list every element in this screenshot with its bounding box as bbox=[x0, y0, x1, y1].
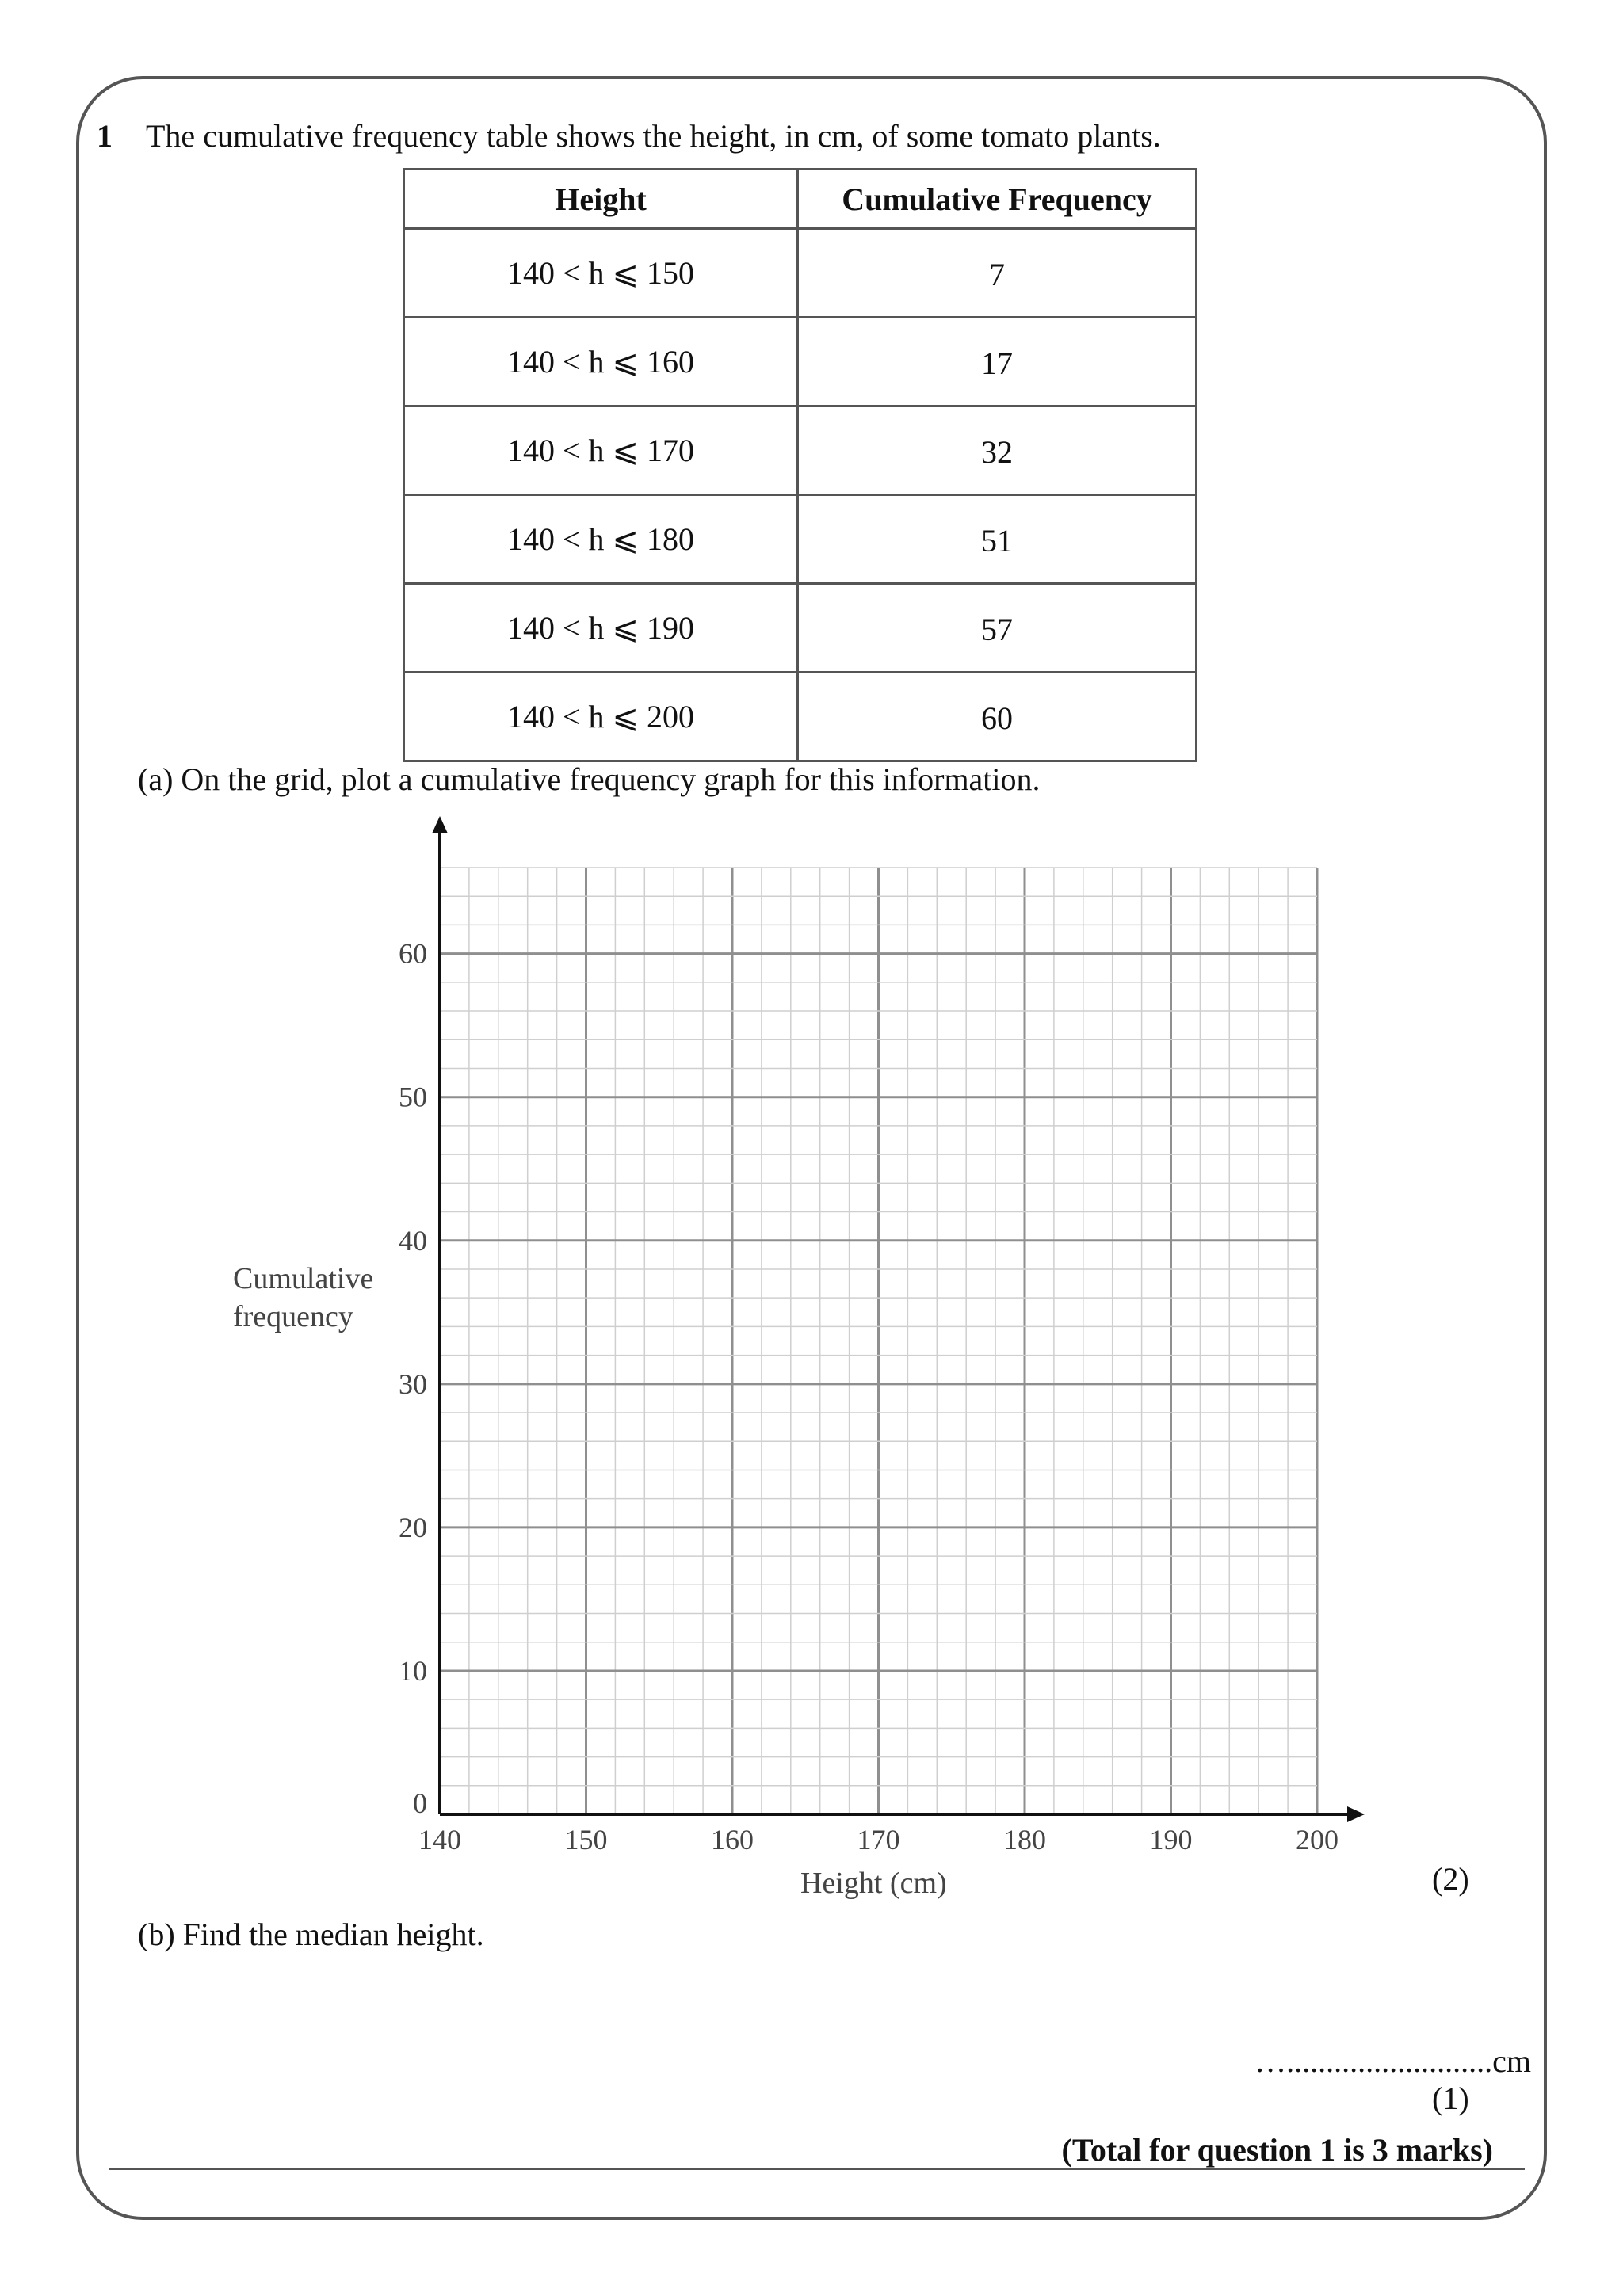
height-cell: 140 < h ⩽ 170 bbox=[404, 406, 798, 495]
x-tick-label: 140 bbox=[418, 1824, 461, 1855]
cf-cell: 32 bbox=[798, 406, 1197, 495]
grid-lines bbox=[440, 868, 1317, 1814]
x-tick-label: 200 bbox=[1296, 1824, 1338, 1855]
height-cell: 140 < h ⩽ 160 bbox=[404, 318, 798, 406]
y-axis-label-line1: Cumulative bbox=[233, 1262, 374, 1295]
cf-cell: 57 bbox=[798, 584, 1197, 673]
y-tick-label: 20 bbox=[399, 1511, 427, 1543]
y-tick-label: 0 bbox=[413, 1787, 427, 1819]
part-b-instruction: (b) Find the median height. bbox=[138, 1917, 484, 1952]
y-tick-label: 30 bbox=[399, 1367, 427, 1400]
part-a-marks: (2) bbox=[1432, 1861, 1469, 1897]
y-tick-label: 50 bbox=[399, 1081, 427, 1113]
y-axis-label bbox=[233, 1260, 373, 1336]
x-tick-label: 160 bbox=[711, 1824, 754, 1855]
height-cell: 140 < h ⩽ 180 bbox=[404, 495, 798, 584]
x-tick-label: 170 bbox=[857, 1824, 900, 1855]
part-b-marks: (1) bbox=[1432, 2081, 1469, 2116]
divider-line bbox=[109, 2168, 1525, 2170]
part-a-instruction: (a) On the grid, plot a cumulative frequency graph for this information. bbox=[138, 761, 1041, 797]
x-tick-label: 180 bbox=[1003, 1824, 1046, 1855]
height-cell: 140 < h ⩽ 150 bbox=[404, 229, 798, 318]
total-marks: (Total for question 1 is 3 marks) bbox=[1061, 2132, 1493, 2168]
question-text: The cumulative frequency table shows the height, in cm, of some tomato plants. bbox=[146, 118, 1161, 154]
question-number: 1 bbox=[97, 118, 113, 154]
tick-labels bbox=[399, 938, 1338, 1855]
cf-cell: 17 bbox=[798, 318, 1197, 406]
x-tick-label: 150 bbox=[564, 1824, 608, 1855]
cf-cell: 60 bbox=[798, 673, 1197, 761]
x-axis-label: Height (cm) bbox=[800, 1867, 947, 1900]
x-axis-arrow-icon bbox=[1347, 1806, 1365, 1822]
height-cell: 140 < h ⩽ 200 bbox=[404, 673, 798, 761]
x-tick-label: 190 bbox=[1149, 1824, 1193, 1855]
y-axis-label-line2: frequency bbox=[233, 1300, 353, 1333]
header-cumulative-frequency: Cumulative Frequency bbox=[798, 170, 1197, 229]
height-cell: 140 < h ⩽ 190 bbox=[404, 584, 798, 673]
cf-cell: 51 bbox=[798, 495, 1197, 584]
y-tick-label: 40 bbox=[399, 1224, 427, 1257]
y-tick-label: 60 bbox=[399, 937, 427, 970]
y-axis-arrow-icon bbox=[432, 816, 448, 833]
cf-cell: 7 bbox=[798, 229, 1197, 318]
header-height: Height bbox=[404, 170, 798, 229]
y-tick-label: 10 bbox=[399, 1654, 427, 1687]
answer-line[interactable]: …..........................cm bbox=[1254, 2043, 1531, 2079]
